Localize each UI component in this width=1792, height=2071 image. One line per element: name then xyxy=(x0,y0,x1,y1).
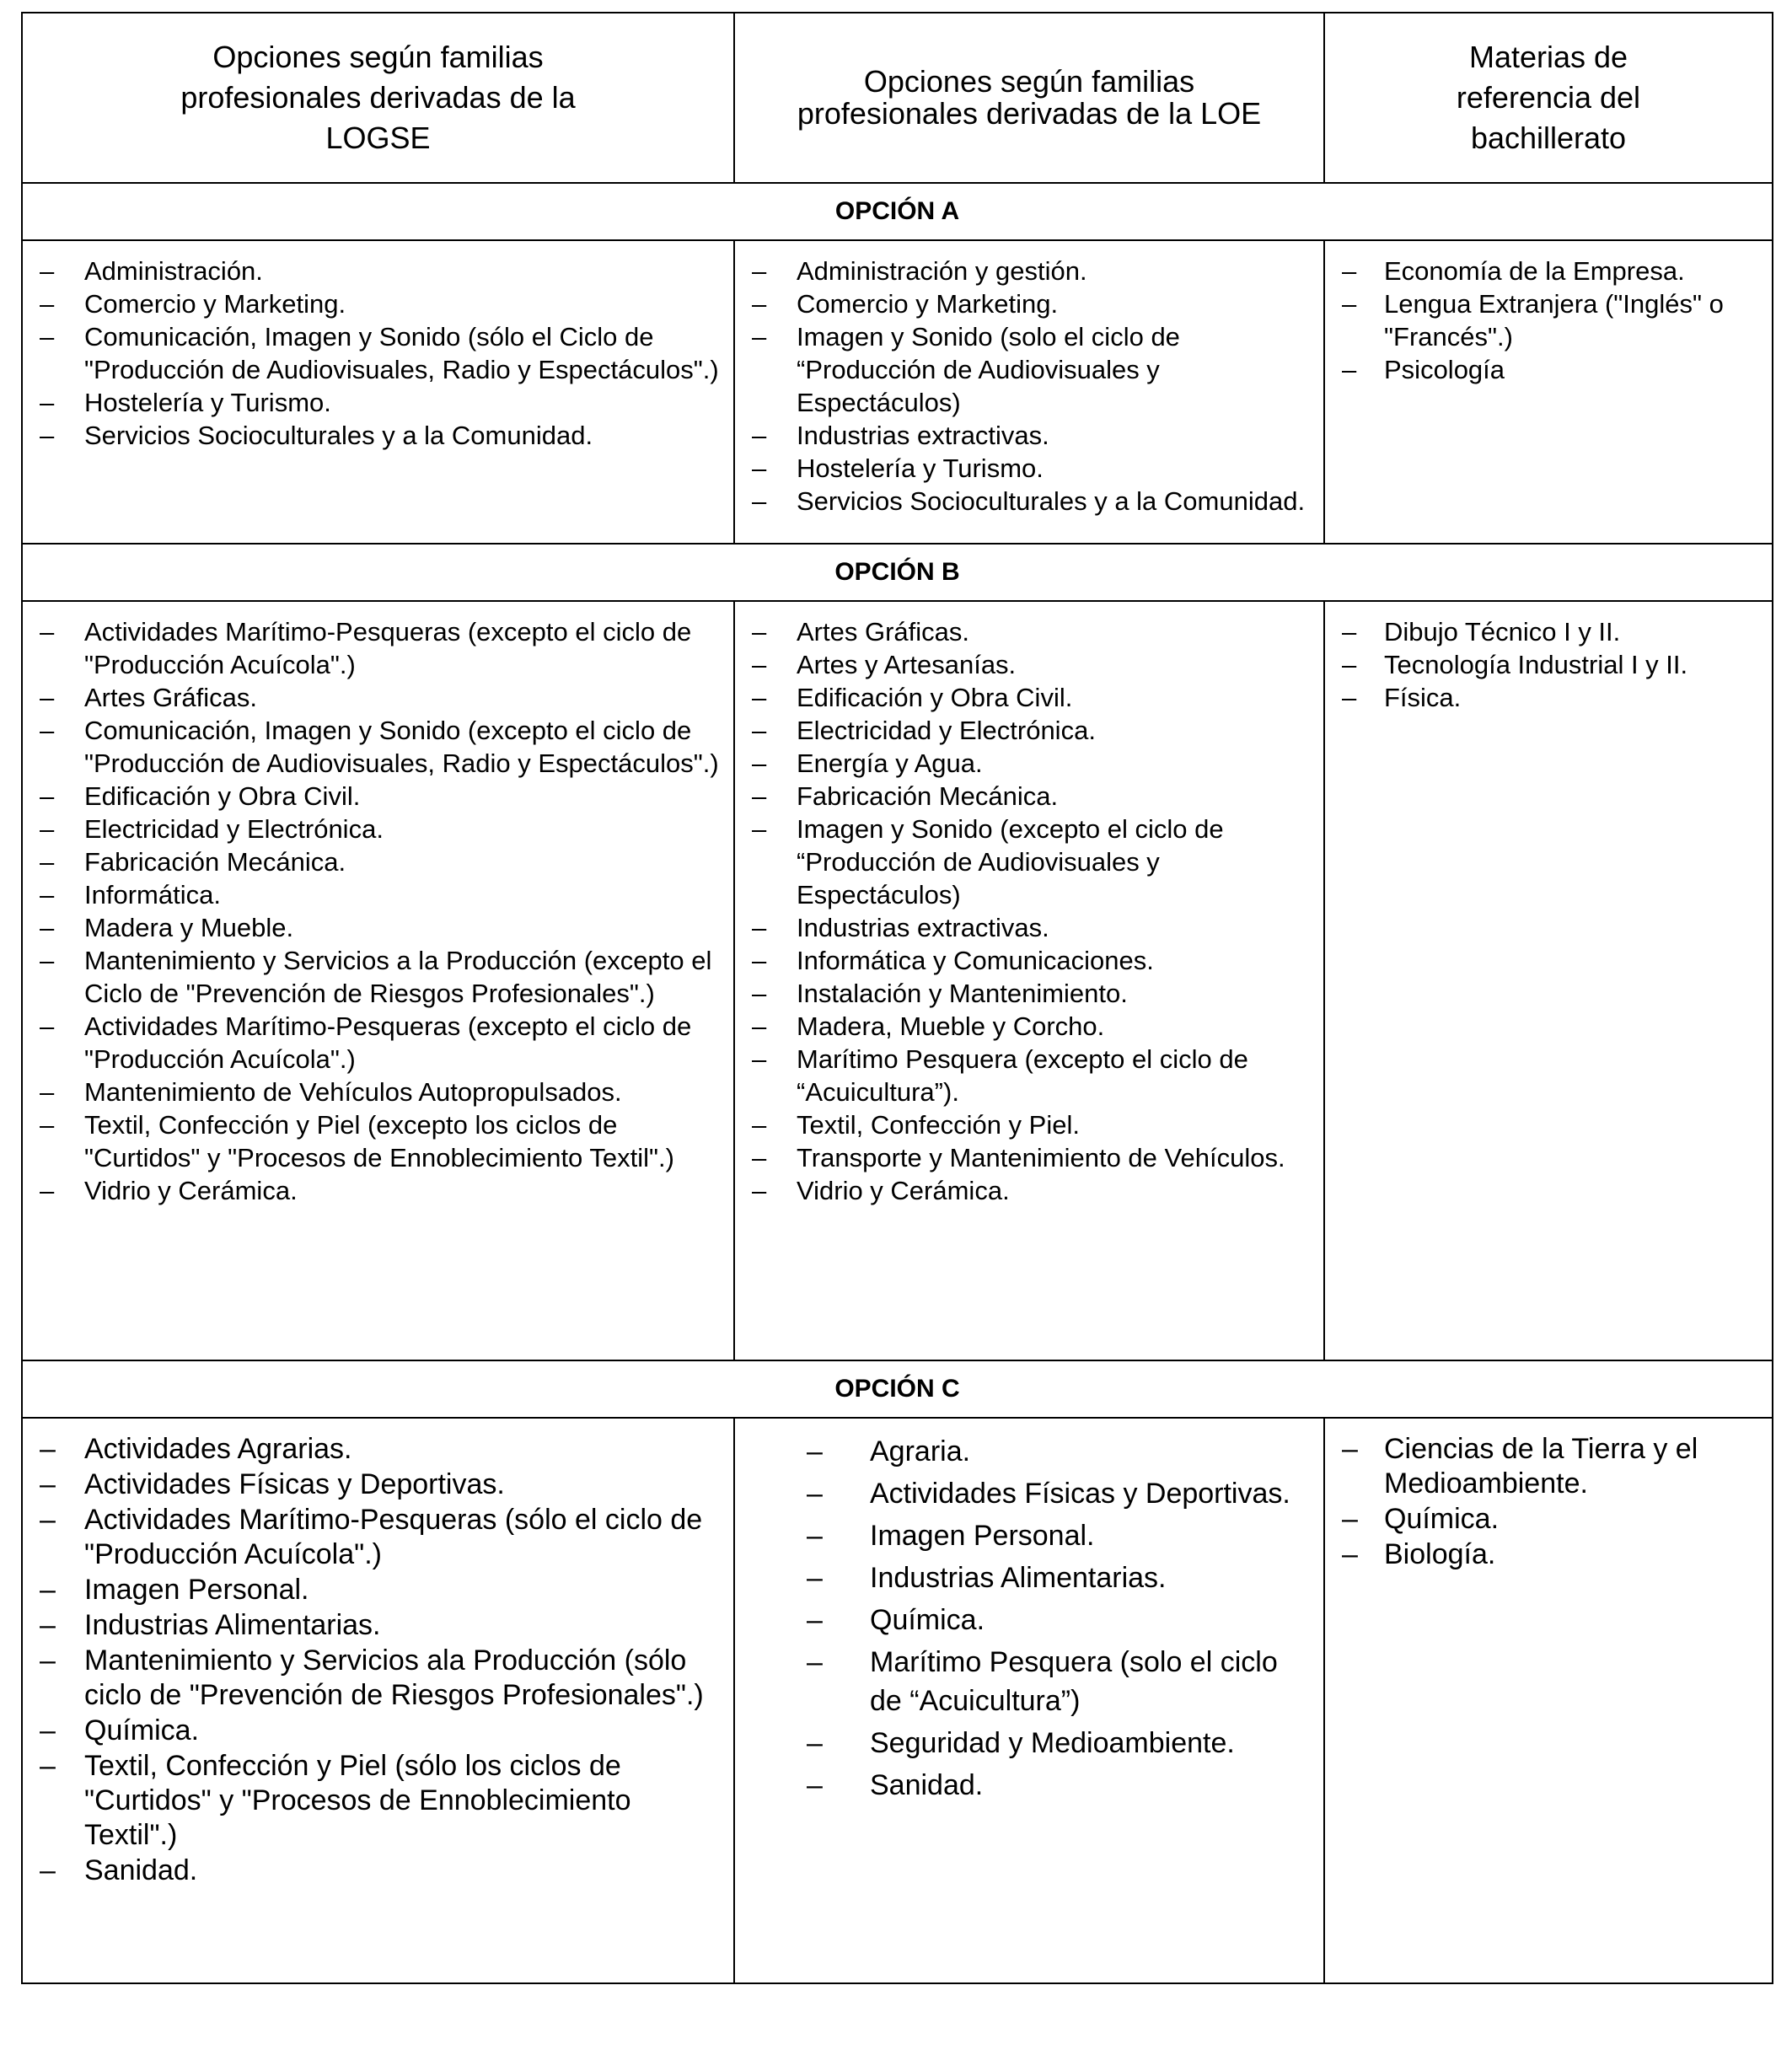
list-item-text: Mantenimiento y Servicios ala Producción (sólo ciclo de "Prevención de Riesgos Profesionales".) xyxy=(84,1644,704,1711)
dash-bullet: – xyxy=(807,1562,823,1594)
dash-bullet: – xyxy=(40,814,55,844)
list-item xyxy=(735,419,1317,452)
dash-bullet: – xyxy=(40,1714,56,1746)
list-item xyxy=(735,1474,1317,1513)
list-item-text: Edificación y Obra Civil. xyxy=(797,683,1073,712)
header-logse-line: profesionales derivadas de la xyxy=(180,80,576,115)
dash-bullet: – xyxy=(40,880,55,909)
header-materias-line: Materias de xyxy=(1468,40,1628,74)
header-logse-line: LOGSE xyxy=(325,121,431,155)
dash-bullet: – xyxy=(807,1769,823,1801)
header-logse xyxy=(22,13,734,183)
dash-bullet: – xyxy=(752,748,767,778)
list-item xyxy=(735,452,1317,485)
option-b-title-row xyxy=(22,544,1773,601)
dash-bullet: – xyxy=(752,1110,767,1140)
list-item xyxy=(1325,681,1765,714)
dash-bullet: – xyxy=(40,1644,56,1677)
list xyxy=(735,241,1323,524)
dash-bullet: – xyxy=(40,1110,55,1140)
list-item-text: Administración. xyxy=(84,256,263,286)
dash-bullet: – xyxy=(1342,289,1357,319)
list-item-text: Dibujo Técnico I y II. xyxy=(1384,617,1621,647)
list-item-text: Artes Gráficas. xyxy=(84,683,257,712)
list xyxy=(1325,602,1772,721)
list-item xyxy=(735,1601,1317,1639)
list xyxy=(735,602,1323,1214)
list-item xyxy=(23,320,727,386)
dash-bullet: – xyxy=(807,1604,823,1636)
header-loe-line: profesionales derivadas de la LOE xyxy=(797,96,1262,131)
list-item-text: Industrias Alimentarias. xyxy=(870,1562,1167,1594)
dash-bullet: – xyxy=(752,617,767,647)
list-item-text: Comunicación, Imagen y Sonido (sólo el Ciclo de "Producción de Audiovisuales, Radio y Espectáculos".) xyxy=(84,322,719,384)
list-item xyxy=(735,615,1317,648)
list-item-text: Mantenimiento y Servicios a la Producción (excepto el Ciclo de "Prevención de Riesgos Profesionales".) xyxy=(84,946,712,1008)
list-item-text: Transporte y Mantenimiento de Vehículos. xyxy=(797,1143,1285,1172)
list-item-text: Química. xyxy=(1384,1503,1500,1535)
list-item-text: Actividades Marítimo-Pesqueras (sólo el ciclo de "Producción Acuícola".) xyxy=(84,1504,703,1570)
list-item xyxy=(735,911,1317,944)
list-item-text: Artes Gráficas. xyxy=(797,617,969,647)
dash-bullet: – xyxy=(40,716,55,745)
list-item xyxy=(23,1108,727,1174)
dash-bullet: – xyxy=(40,1574,56,1606)
list-item-text: Física. xyxy=(1384,683,1462,712)
list-item-text: Tecnología Industrial I y II. xyxy=(1384,650,1688,679)
list-item-text: Ciencias de la Tierra y el Medioambiente. xyxy=(1384,1433,1698,1500)
list-item-text: Artes y Artesanías. xyxy=(797,650,1017,679)
dash-bullet: – xyxy=(1342,1503,1358,1535)
list-item xyxy=(23,1076,727,1108)
dash-bullet: – xyxy=(1342,1538,1358,1570)
list-item xyxy=(23,1854,727,1888)
list-item-text: Seguridad y Medioambiente. xyxy=(870,1727,1235,1759)
list-item xyxy=(735,780,1317,813)
list-item xyxy=(735,1141,1317,1174)
dash-bullet: – xyxy=(752,453,767,483)
dash-bullet: – xyxy=(40,1504,56,1536)
list-item xyxy=(735,648,1317,681)
list-item xyxy=(1325,353,1765,386)
option-c-loe-cell xyxy=(734,1418,1324,1983)
list-item xyxy=(23,615,727,681)
dash-bullet: – xyxy=(807,1478,823,1510)
options-table xyxy=(21,12,1773,1984)
list-item xyxy=(735,320,1317,419)
list-item-text: Comunicación, Imagen y Sonido (excepto el ciclo de "Producción de Audiovisuales, Radio y Espectáculos".) xyxy=(84,716,719,778)
header-materias xyxy=(1324,13,1773,183)
list-item xyxy=(23,1010,727,1076)
header-logse-line: Opciones según familias xyxy=(212,40,544,74)
list-item xyxy=(23,1503,727,1572)
list-item xyxy=(23,1644,727,1713)
dash-bullet: – xyxy=(752,1143,767,1172)
dash-bullet: – xyxy=(40,1433,56,1465)
dash-bullet: – xyxy=(807,1646,823,1678)
list-item-text: Biología. xyxy=(1384,1538,1496,1570)
dash-bullet: – xyxy=(752,289,767,319)
dash-bullet: – xyxy=(40,322,55,351)
dash-bullet: – xyxy=(40,421,55,450)
dash-bullet: – xyxy=(40,1077,55,1107)
dash-bullet: – xyxy=(1342,355,1357,384)
list-item xyxy=(23,878,727,911)
list-item-text: Textil, Confección y Piel (excepto los ciclos de "Curtidos" y "Procesos de Ennoblecimiento Textil".) xyxy=(84,1110,674,1172)
list-item xyxy=(735,977,1317,1010)
header-materias-line: bachillerato xyxy=(1470,121,1627,155)
list xyxy=(735,1419,1323,1815)
list-item xyxy=(23,1467,727,1502)
list-item xyxy=(23,1432,727,1467)
list-item xyxy=(23,287,727,320)
header-loe xyxy=(734,13,1324,183)
dash-bullet: – xyxy=(752,1176,767,1205)
list-item xyxy=(735,944,1317,977)
dash-bullet: – xyxy=(752,256,767,286)
list-item xyxy=(735,1043,1317,1108)
list-item xyxy=(23,714,727,780)
dash-bullet: – xyxy=(1342,1433,1358,1465)
list-item-text: Imagen Personal. xyxy=(84,1574,309,1606)
dash-bullet: – xyxy=(40,1750,56,1782)
list-item-text: Química. xyxy=(870,1604,985,1636)
list-item-text: Vidrio y Cerámica. xyxy=(797,1176,1010,1205)
list-item xyxy=(1325,615,1765,648)
list-item-text: Lengua Extranjera ("Inglés" o "Francés".) xyxy=(1384,289,1724,351)
list-item-text: Economía de la Empresa. xyxy=(1384,256,1685,286)
list-item-text: Servicios Socioculturales y a la Comunidad. xyxy=(84,421,593,450)
list-item xyxy=(735,681,1317,714)
dash-bullet: – xyxy=(752,683,767,712)
list-item xyxy=(23,780,727,813)
list-item xyxy=(735,1724,1317,1762)
list-item-text: Industrias extractivas. xyxy=(797,421,1049,450)
option-c-title-row xyxy=(22,1360,1773,1418)
list-item-text: Industrias Alimentarias. xyxy=(84,1609,381,1641)
list-item xyxy=(23,911,727,944)
dash-bullet: – xyxy=(40,1609,56,1641)
list-item xyxy=(23,419,727,452)
list-item-text: Marítimo Pesquera (solo el ciclo de “Acuicultura”) xyxy=(870,1646,1278,1717)
list-item xyxy=(735,1108,1317,1141)
list-item-text: Administración y gestión. xyxy=(797,256,1087,286)
list-item-text: Sanidad. xyxy=(870,1769,984,1801)
dash-bullet: – xyxy=(40,1176,55,1205)
dash-bullet: – xyxy=(40,847,55,877)
dash-bullet: – xyxy=(40,1854,56,1886)
list-item-text: Electricidad y Electrónica. xyxy=(797,716,1096,745)
list-item-text: Actividades Agrarias. xyxy=(84,1433,352,1465)
list-item-text: Electricidad y Electrónica. xyxy=(84,814,384,844)
list-item-text: Imagen Personal. xyxy=(870,1520,1095,1552)
list-item xyxy=(735,1643,1317,1720)
list-item-text: Vidrio y Cerámica. xyxy=(84,1176,298,1205)
list-item xyxy=(23,386,727,419)
list-item-text: Mantenimiento de Vehículos Autopropulsados. xyxy=(84,1077,622,1107)
header-row xyxy=(22,13,1773,183)
list-item xyxy=(1325,287,1765,353)
list-item xyxy=(735,1010,1317,1043)
list-item xyxy=(735,1766,1317,1805)
list xyxy=(23,1419,733,1896)
dash-bullet: – xyxy=(752,486,767,516)
list-item-text: Actividades Marítimo-Pesqueras (excepto el ciclo de "Producción Acuícola".) xyxy=(84,617,692,679)
option-a-row xyxy=(22,240,1773,544)
list-item xyxy=(23,845,727,878)
list-item xyxy=(23,1714,727,1748)
list-item xyxy=(735,255,1317,287)
option-a-loe-cell xyxy=(734,240,1324,544)
list-item-text: Industrias extractivas. xyxy=(797,913,1049,942)
option-b-logse-cell xyxy=(22,601,734,1360)
list-item xyxy=(735,1432,1317,1471)
dash-bullet: – xyxy=(807,1520,823,1552)
list-item xyxy=(23,813,727,845)
list-item xyxy=(23,944,727,1010)
list-item xyxy=(735,1516,1317,1555)
option-a-materias-cell xyxy=(1324,240,1773,544)
list-item-text: Informática. xyxy=(84,880,221,909)
option-c-materias-cell xyxy=(1324,1418,1773,1983)
list xyxy=(1325,241,1772,393)
header-materias-line: referencia del xyxy=(1456,80,1641,115)
list-item-text: Textil, Confección y Piel. xyxy=(797,1110,1080,1140)
list-item-text: Textil, Confección y Piel (sólo los ciclos de "Curtidos" y "Procesos de Ennoblecimiento Textil".) xyxy=(84,1750,631,1851)
list-item xyxy=(23,681,727,714)
list-item-text: Hostelería y Turismo. xyxy=(797,453,1044,483)
dash-bullet: – xyxy=(40,1468,56,1500)
dash-bullet: – xyxy=(40,781,55,811)
dash-bullet: – xyxy=(752,650,767,679)
dash-bullet: – xyxy=(40,256,55,286)
list-item-text: Comercio y Marketing. xyxy=(84,289,346,319)
list-item-text: Psicología xyxy=(1384,355,1505,384)
option-a-title-row xyxy=(22,183,1773,240)
list-item-text: Actividades Marítimo-Pesqueras (excepto el ciclo de "Producción Acuícola".) xyxy=(84,1011,692,1074)
list-item xyxy=(1325,648,1765,681)
list-item xyxy=(1325,1432,1765,1501)
list-item-text: Actividades Físicas y Deportivas. xyxy=(84,1468,505,1500)
dash-bullet: – xyxy=(752,1011,767,1041)
list-item xyxy=(1325,1502,1765,1537)
list-item-text: Marítimo Pesquera (excepto el ciclo de “Acuicultura”). xyxy=(797,1044,1248,1107)
list-item-text: Informática y Comunicaciones. xyxy=(797,946,1154,975)
option-b-row xyxy=(22,601,1773,1360)
list-item-text: Edificación y Obra Civil. xyxy=(84,781,361,811)
dash-bullet: – xyxy=(40,617,55,647)
dash-bullet: – xyxy=(40,683,55,712)
list-item-text: Fabricación Mecánica. xyxy=(797,781,1059,811)
list-item xyxy=(1325,255,1765,287)
list-item xyxy=(735,813,1317,911)
list-item xyxy=(23,255,727,287)
option-c-row xyxy=(22,1418,1773,1983)
list xyxy=(1325,1419,1772,1580)
list-item xyxy=(735,747,1317,780)
list xyxy=(23,602,733,1214)
list-item-text: Servicios Socioculturales y a la Comunidad. xyxy=(797,486,1306,516)
list-item-text: Imagen y Sonido (solo el ciclo de “Producción de Audiovisuales y Espectáculos) xyxy=(797,322,1180,417)
dash-bullet: – xyxy=(752,979,767,1008)
list-item xyxy=(735,1559,1317,1597)
dash-bullet: – xyxy=(807,1727,823,1759)
option-title: OPCIÓN A xyxy=(22,183,1773,240)
dash-bullet: – xyxy=(752,716,767,745)
dash-bullet: – xyxy=(40,946,55,975)
dash-bullet: – xyxy=(1342,650,1357,679)
list-item xyxy=(23,1608,727,1643)
list-item xyxy=(23,1749,727,1853)
list-item xyxy=(735,714,1317,747)
dash-bullet: – xyxy=(752,322,767,351)
dash-bullet: – xyxy=(752,814,767,844)
list-item xyxy=(735,485,1317,518)
dash-bullet: – xyxy=(807,1435,823,1467)
dash-bullet: – xyxy=(752,1044,767,1074)
dash-bullet: – xyxy=(752,421,767,450)
dash-bullet: – xyxy=(40,1011,55,1041)
list-item-text: Madera y Mueble. xyxy=(84,913,294,942)
option-b-loe-cell xyxy=(734,601,1324,1360)
list-item-text: Imagen y Sonido (excepto el ciclo de “Producción de Audiovisuales y Espectáculos) xyxy=(797,814,1224,909)
list-item-text: Química. xyxy=(84,1714,200,1746)
option-c-logse-cell xyxy=(22,1418,734,1983)
list-item xyxy=(735,287,1317,320)
option-title: OPCIÓN C xyxy=(22,1360,1773,1418)
list-item-text: Fabricación Mecánica. xyxy=(84,847,346,877)
list-item-text: Madera, Mueble y Corcho. xyxy=(797,1011,1105,1041)
option-a-logse-cell xyxy=(22,240,734,544)
dash-bullet: – xyxy=(752,913,767,942)
dash-bullet: – xyxy=(1342,617,1357,647)
list xyxy=(23,241,733,459)
list-item xyxy=(735,1174,1317,1207)
dash-bullet: – xyxy=(752,781,767,811)
dash-bullet: – xyxy=(40,289,55,319)
list-item-text: Actividades Físicas y Deportivas. xyxy=(870,1478,1290,1510)
header-loe-line: Opciones según familias xyxy=(863,64,1195,99)
dash-bullet: – xyxy=(1342,683,1357,712)
dash-bullet: – xyxy=(752,946,767,975)
dash-bullet: – xyxy=(40,388,55,417)
list-item-text: Sanidad. xyxy=(84,1854,198,1886)
option-b-materias-cell xyxy=(1324,601,1773,1360)
list-item xyxy=(23,1174,727,1207)
list-item-text: Energía y Agua. xyxy=(797,748,983,778)
list-item xyxy=(23,1573,727,1607)
list-item-text: Agraria. xyxy=(870,1435,971,1467)
dash-bullet: – xyxy=(1342,256,1357,286)
option-title: OPCIÓN B xyxy=(22,544,1773,601)
dash-bullet: – xyxy=(40,913,55,942)
list-item-text: Hostelería y Turismo. xyxy=(84,388,331,417)
list-item xyxy=(1325,1537,1765,1572)
list-item-text: Comercio y Marketing. xyxy=(797,289,1059,319)
list-item-text: Instalación y Mantenimiento. xyxy=(797,979,1128,1008)
